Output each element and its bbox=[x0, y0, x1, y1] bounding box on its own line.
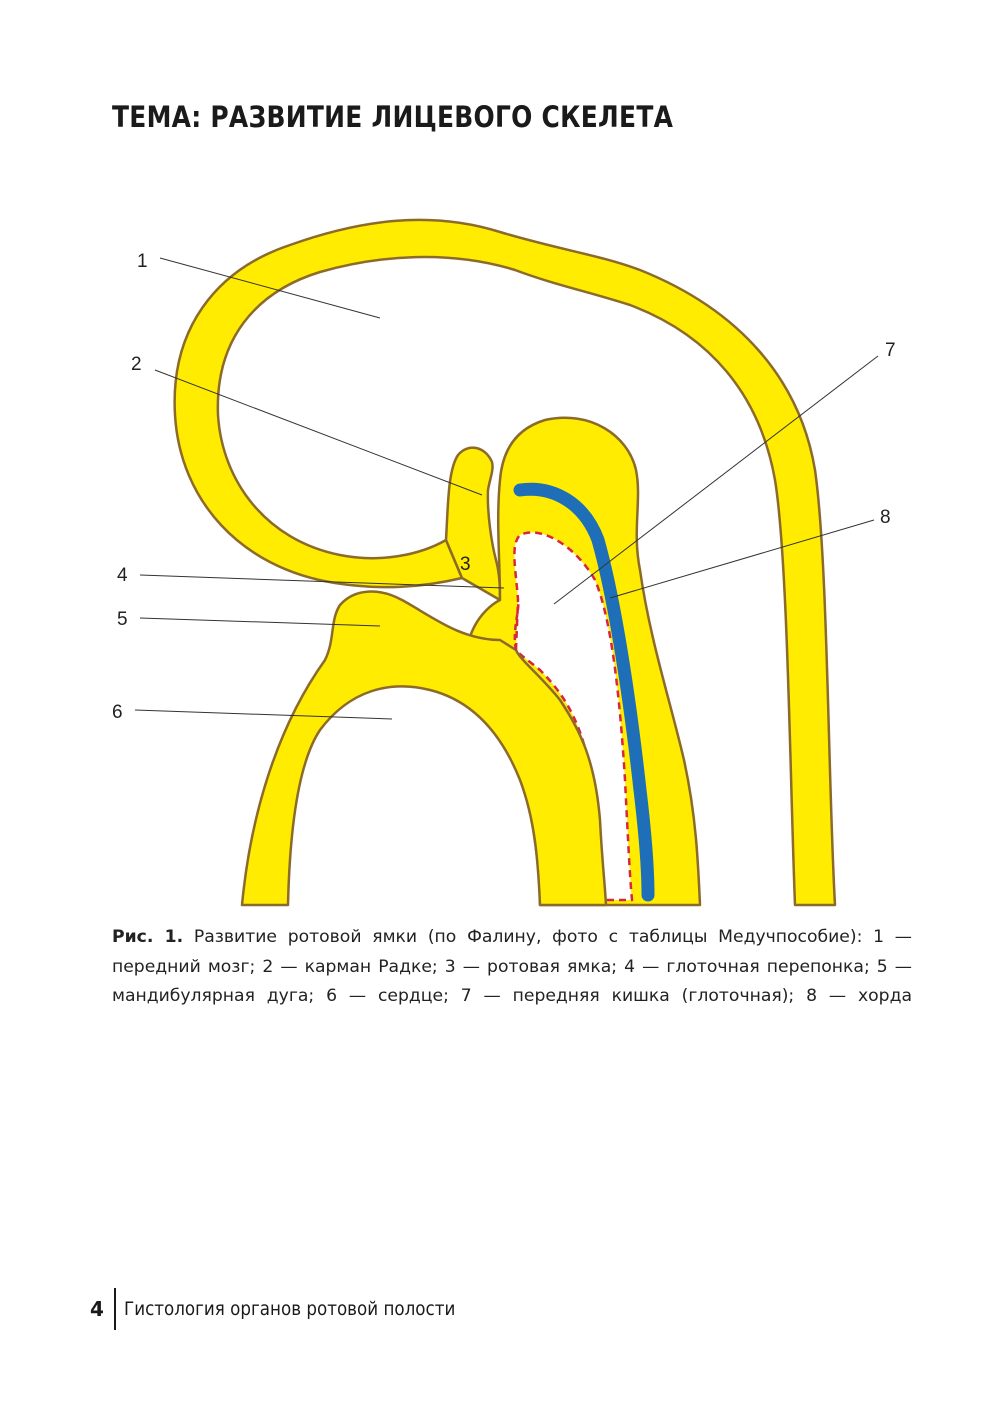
running-title: Гистология органов ротовой полости bbox=[123, 1298, 456, 1320]
footer-divider bbox=[114, 1288, 116, 1330]
figure-label-5: 5 bbox=[117, 609, 128, 630]
leader-line-8 bbox=[610, 520, 874, 598]
page-title: ТЕМА: РАЗВИТИЕ ЛИЦЕВОГО СКЕЛЕТА bbox=[112, 100, 674, 134]
figure-label-3: 3 bbox=[460, 554, 471, 575]
figure-label-4: 4 bbox=[117, 565, 128, 586]
caption-lead: Рис. 1. bbox=[112, 927, 184, 947]
figure-label-2: 2 bbox=[131, 354, 142, 375]
caption-text: Развитие ротовой ямки (по Фалину, фото с таблицы Медучпособие): 1 — передний мозг; 2 — карман Радке; 3 — ротовая ямка; 4 — глоточная перепонка; 5 — мандибулярная дуга; 6 — сердце; 7 — передняя кишка (глоточная); 8 — хорда bbox=[112, 927, 912, 1006]
figure-caption bbox=[112, 923, 912, 1012]
page-footer bbox=[90, 1288, 500, 1330]
leader-line-6 bbox=[135, 710, 392, 719]
figure-label-6: 6 bbox=[112, 702, 123, 723]
page-number: 4 bbox=[90, 1297, 104, 1321]
figure-label-1: 1 bbox=[137, 251, 148, 272]
figure-label-7: 7 bbox=[885, 340, 896, 361]
figure-label-8: 8 bbox=[880, 507, 891, 528]
